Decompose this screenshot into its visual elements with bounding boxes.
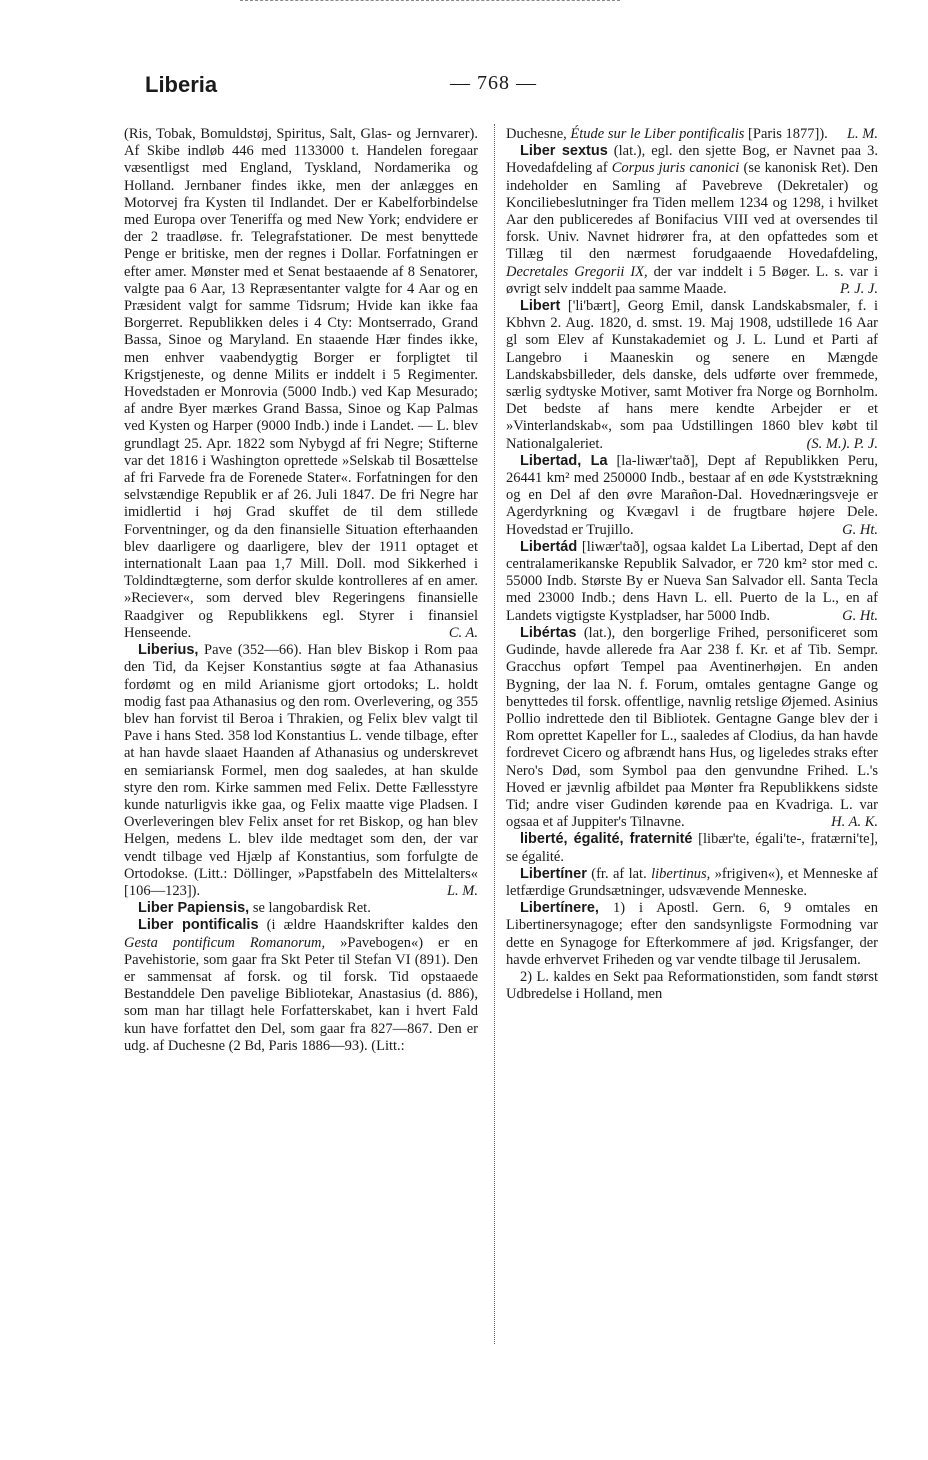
entry-headword: liberté, égalité, fraternité	[520, 831, 693, 848]
entry-headword: Libert	[520, 298, 561, 315]
entry-text: ['li'bært], Georg Emil, dansk Landskabsmaler, f. i Kbhvn 2. Aug. 1820, d. smst. 19. Maj 1908, udstillede 16 Aar gl som Elev af Kunstakademiet og J. L. Lund et Parti af Langebro i Maaneskin og senere en Mængde Landskabsbilleder, dels danske, dels udførte over fremmede, særlig sydtyske Motiver, samt Motiver fra Norge og Bornholm. Det bedste af hans mere kendte Arbejder er et »Vinterlandskab«, som paa Udstillingen 1860 blev købt til Nationalgaleriet.	[506, 298, 878, 452]
entry-headword: Libértas	[520, 624, 577, 641]
entry-title: Étude sur le Liber pontificalis	[570, 126, 745, 142]
entry-text: [liwær'tað], ogsaa kaldet La Libertad, Dept af den centralamerikanske Republik Salvador, er 720 km² stor med c. 55000 Indb. Største By er Nueva San Salvador ell. Santa Tecla med 23000 Indb.; dens Havn L. ell. Puerto de la L., en af Landets vigtigste Kystpladser, har 5000 Indb.	[506, 538, 878, 624]
entry-headword: Libertíner	[520, 865, 587, 882]
author-signature: H. A. K.	[831, 814, 878, 831]
entry-libertiner	[506, 866, 878, 900]
entry-libert	[506, 298, 878, 453]
entry-headword: Liber Papiensis,	[138, 900, 250, 917]
running-head: Liberia	[145, 72, 218, 97]
entry-text: [libær'te, égali'te-, fratærni'te], se égalité.	[506, 831, 878, 865]
entry-liberius	[124, 642, 478, 900]
entry-liber-papiensis	[124, 900, 478, 917]
entry-text: (se kanonisk Ret). Den indeholder en Samling af Pavebreve (Dekretaler) og Konciliebeslutninger fra Tiden mellem 1234 og 1298, i hvilket Aar den publiceredes af Bonifacius VIII ved at oversendes til forsk. Univ. Navnet hidrører fra, at den opfattedes som et Tillæg til den nærmest forudgaaende Hovedafdeling,	[506, 160, 878, 263]
entry-liberte	[506, 831, 878, 865]
entry-liber-pontificalis	[124, 917, 478, 1055]
entry-text: se langobardisk Ret.	[249, 900, 371, 917]
entry-text: »Pavebogen«) er en Pavehistorie, som gaar fra Skt Peter til Stefan VI (891). Den er sammensat af forsk. og til forsk. Tid opstaaede Bestanddele Den pavelige Bibliotekar, Anastasius (d. 886), som man har tillagt hele Forfatterskabet, kan i hvert Fald kun have forfattet den Del, som gaar fra 827—867. Den er udg. af Duchesne (2 Bd, Paris 1886—93). (Litt.:	[124, 934, 478, 1054]
entry-text: 1) i Apostl. Gern. 6, 9 omtales en Libertinersynagoge; efter den sandsynligste Formodning var dette en Synagoge for Efterkommere af jød. Krigsfanger, der havde erhvervet Friheden og var vendte tilbage til Jerusalem.	[506, 900, 878, 968]
entry-liberia-continued	[124, 126, 478, 642]
author-signature: (S. M.). P. J.	[806, 435, 878, 452]
entry-text: »frigiven«), et Menneske af letfærdige Grundsætninger, udsvævende Menneske.	[506, 865, 878, 899]
author-signature: L. M.	[446, 882, 478, 899]
entry-text: der var inddelt i 5 Bøger. L. s. var i øvrigt selv inddelt paa samme Maade.	[506, 263, 878, 297]
entry-pontificalis-continued	[506, 126, 878, 143]
entry-liber-sextus	[506, 143, 878, 298]
entry-libertad	[506, 539, 878, 625]
entry-text: (fr. af lat.	[586, 865, 652, 882]
entry-title: Gesta pontificum Romanorum,	[124, 934, 326, 951]
entry-text: [la-liwær'tað], Dept af Republikken Peru, 26441 km² med 250000 Indb., bestaar af en øde Kyststrækning og en Del af den øvre Marañon-Dal. Hovednæringsveje er Agerdyrkning og Kvægavl i de frugtbare højere Dele. Hovedstad er Trujillo.	[506, 452, 878, 538]
entry-text: Duchesne,	[506, 126, 571, 142]
entry-text: Pave (352—66). Han blev Biskop i Rom paa den Tid, da Kejser Konstantius søgte at faa Athanasius fordømt og en mild Arianisme gjort ortodoks; L. holdt modig fast paa Athanasius og den rom. Overlevering, og 355 blev han forvist til Beroa i Thrakien, og Felix blev valgt til Pave i hans Sted. 358 lod Konstantius L. vende tilbage, efter at han havde slaaet Haanden af Athanasius og underskrevet en semiariansk Formel, men dog saaledes, at han skulde styre den rom. Kirke sammen med Felix. Dette Fællesstyre kunde naturligvis ikke gaa, og Felix maatte vige Pladsen. I Overleveringen blev Felix anset for ret Biskop, og han blev Helgen, medens L. blev ilde medtaget som den, der var vendt tilbage ved Hjælp af Konstantius, som forfulgte de Ortodokse. (Litt.: Döllinger, »Papstfabeln des Mittelalters« [106—123]).	[124, 642, 478, 899]
entry-text: (lat.), den borgerlige Frihed, personificeret som Gudinde, havde allerede fra Aar 238 f. Kr. et af Tib. Sempr. Gracchus opført Tempel paa Aventinerhøjen. En anden Bygning, der laa N. f. Forum, omtales gentagne Gange og benyttedes til forsk. offentlige, navnlig retslige Øjemed. Asinius Pollio indrettede den til Bibliotek. Gentagne Gange blev der i Rom oprettet Kapeller for L., saaledes af Clodius, da han havde fordrevet Cicero og afbrændt hans Hus, og ligeledes straks efter Nero's Død, som Symbol paa den genvundne Frihed. L.'s Hoved er jævnlig afbildet paa Mønter fra Republikkens sidste Tid; andre viser Gudinden kørende paa en Kvadriga. L. var ogsaa et af Juppiter's Tilnavne.	[506, 624, 878, 831]
entry-headword: Libertad, La	[520, 452, 608, 469]
column-divider	[494, 124, 495, 1344]
entry-text: (lat.), egl. den sjette Bog, er Navnet paa 3. Hovedafdeling af	[506, 143, 878, 177]
left-column	[124, 126, 478, 1055]
author-signature: P. J. J.	[840, 280, 878, 297]
entry-libertad-la	[506, 453, 878, 539]
entry-text: [Paris 1877]).	[744, 126, 828, 142]
page-number: — 768 —	[450, 72, 537, 94]
entry-libertas	[506, 625, 878, 831]
entry-text: (i ældre Haandskrifter kaldes den	[258, 917, 478, 934]
author-signature: G. Ht.	[842, 521, 878, 538]
page-header	[145, 72, 855, 106]
entry-text: 2) L. kaldes en Sekt paa Reformationstiden, som fandt størst Udbredelse i Holland, men	[506, 968, 878, 1003]
entry-headword: Liber pontificalis	[138, 917, 259, 934]
top-rule	[240, 0, 620, 1]
entry-headword: Liberius,	[138, 642, 199, 659]
author-signature: G. Ht.	[842, 607, 878, 624]
entry-text: (Ris, Tobak, Bomuldstøj, Spiritus, Salt, Glas- og Jernvarer). Af Skibe indløb 446 med 1133000 t. Handelen foregaar væsentligst med England, Tyskland, Nordamerika og Holland. Jernbaner findes ikke, men der anlægges en Motorvej fra Kysten til Indlandet. Der er Kabelforbindelse med Europa over Teneriffa og med New York; endvidere er der 2 traadløse. fr. Telegrafstationer. De mest benyttede Penge er britiske, men der regnes i Dollar. Forfatningen er efter amer. Mønster med et Senat bestaaende af 8 Senatorer, valgte paa 6 Aar, 13 Repræsentanter valgte for 4 Aar og en Præsident valgt for samme Tidsrum; Hvide kan ikke faa Borgerret. Republikken deles i 4 Cty: Montserrado, Grand Bassa, Sinoe og Maryland. En staaende Hær findes ikke, men enhver vaabendygtig Borger er forpligtet til Krigstjeneste, og denne Milits er inddelt i 5 Regimenter. Hovedstaden er Monrovia (5000 Indb.) ved Kap Mesurado; af andre Byer mærkes Grand Bassa, Sinoe og Kap Palmas ved Kysten og Harper (9000 Indb.) inde i Landet. — L. blev grundlagt 25. Apr. 1822 som Nybygd af fri Negre; Stifterne var det 1816 i Washington oprettede »Selskab til Bosættelse af fri Farvede fra de Forenede Stater«. Forfatningen for den selvstændige Republik er af 26. Juli 1847. De fri Negre har imidlertid i høj Grad skuffet de til dem stillede Forventninger, og da den finansielle Situation efterhaanden blev daarligere og daarligere, blev der 1911 optaget et internationalt Laan paa 1,7 Mill. Doll. mod Sikkerhed i Toldindtægterne, som derfor skulde kontrolleres af en amer. »Reciever«, som derved blev Regeringens finansielle Raadgiver og Republikkens egl. Styrer i finansiel Henseende.	[124, 126, 478, 641]
entry-title: Decretales Gregorii IX,	[506, 263, 648, 280]
entry-libertinere-part2	[506, 969, 878, 1003]
entry-headword: Liber sextus	[520, 143, 608, 160]
author-signature: L. M.	[846, 126, 878, 142]
entry-title: Corpus juris canonici	[611, 160, 740, 177]
author-signature: C. A.	[448, 624, 478, 641]
entry-title: libertinus,	[651, 865, 711, 882]
right-column	[506, 126, 878, 1003]
entry-libertinere	[506, 900, 878, 969]
entry-headword: Libertád	[520, 538, 578, 555]
entry-headword: Libertínere,	[520, 900, 599, 917]
